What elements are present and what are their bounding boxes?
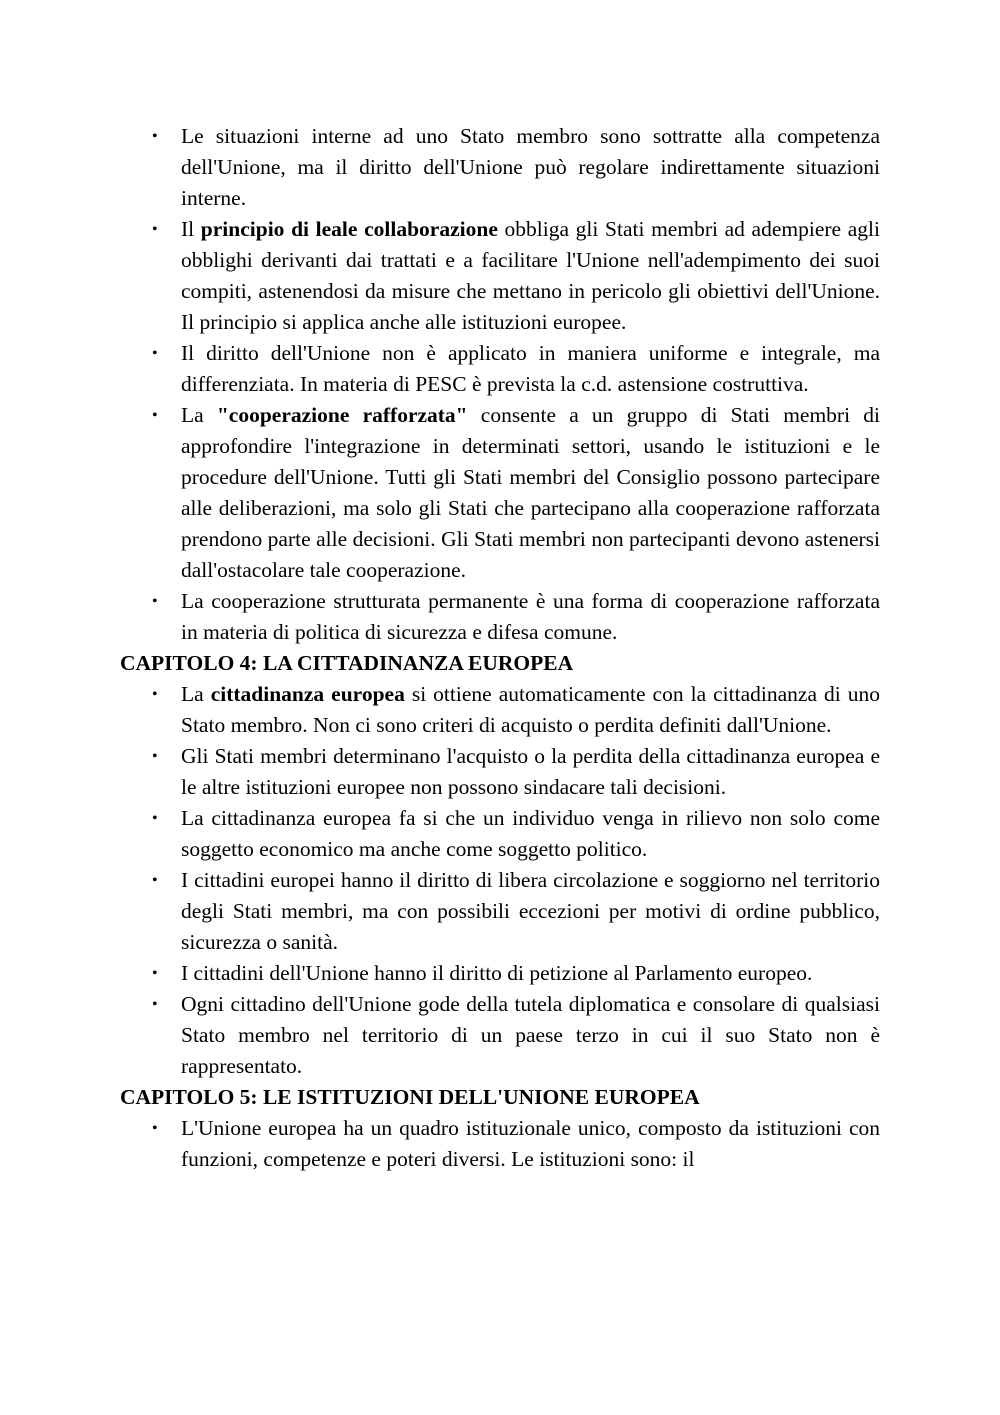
list-item <box>120 121 880 214</box>
list-item <box>120 586 880 648</box>
bold-term: "cooperazione rafforzata" <box>216 403 468 427</box>
list-item <box>120 400 880 586</box>
list-item-text: La cittadinanza europea fa si che un individuo venga in rilievo non solo come soggetto economico ma anche come soggetto politico. <box>181 806 880 861</box>
list-item <box>120 989 880 1082</box>
bullet-icon: • <box>152 593 158 610</box>
list-item-text: Gli Stati membri determinano l'acquisto o la perdita della cittadinanza europea e le altre istituzioni europee non possono sindacare tali decisioni. <box>181 744 880 799</box>
list-item <box>120 338 880 400</box>
list-item <box>120 958 880 989</box>
bullet-icon: • <box>152 686 158 703</box>
bold-term: cittadinanza europea <box>210 682 405 706</box>
list-item <box>120 741 880 803</box>
list-item-text: I cittadini dell'Unione hanno il diritto di petizione al Parlamento europeo. <box>181 961 813 985</box>
list-item-text-post: obbliga gli Stati membri ad adempiere agli obblighi derivanti dai trattati e a facilitare l'Unione nell'adempimento dei suoi compiti, astenendosi da misure che mettano in pericolo gli obiettivi dell'Unione. Il principio si applica anche alle istituzioni europee. <box>181 217 880 334</box>
list-item-text-pre: La <box>181 682 211 706</box>
bullet-icon: • <box>152 128 158 145</box>
bullet-icon: • <box>152 810 158 827</box>
list-item-text-post: consente a un gruppo di Stati membri di approfondire l'integrazione in determinati settori, usando le istituzioni e le procedure dell'Unione. Tutti gli Stati membri del Consiglio possono partecipare alle deliberazioni, ma solo gli Stati che partecipano alla cooperazione rafforzata prendono parte alle decisioni. Gli Stati membri non partecipanti devono astenersi dall'ostacolare tale cooperazione. <box>181 403 880 582</box>
bullet-icon: • <box>152 345 158 362</box>
bold-term: principio di leale collaborazione <box>200 217 498 241</box>
list-item-text: Il diritto dell'Unione non è applicato in maniera uniforme e integrale, ma differenziata. In materia di PESC è prevista la c.d. astensione costruttiva. <box>181 341 880 396</box>
bullet-icon: • <box>152 748 158 765</box>
bullet-icon: • <box>152 221 158 238</box>
list-item <box>120 1113 880 1175</box>
list-item <box>120 803 880 865</box>
bullet-icon: • <box>152 1120 158 1137</box>
page-content <box>120 121 880 1175</box>
bullet-list-principles <box>120 121 880 648</box>
list-item-text-post: si ottiene automaticamente con la cittadinanza di uno Stato membro. Non ci sono criteri di acquisto o perdita definiti dall'Unione. <box>181 682 880 737</box>
bullet-list-chapter-5 <box>120 1113 880 1175</box>
bullet-icon: • <box>152 965 158 982</box>
list-item-text-pre: La <box>181 403 217 427</box>
bullet-icon: • <box>152 872 158 889</box>
list-item-text: Le situazioni interne ad uno Stato membro sono sottratte alla competenza dell'Unione, ma il diritto dell'Unione può regolare indirettamente situazioni interne. <box>181 124 880 210</box>
list-item <box>120 679 880 741</box>
list-item <box>120 214 880 338</box>
chapter-5-heading: CAPITOLO 5: LE ISTITUZIONI DELL'UNIONE EUROPEA <box>120 1085 700 1109</box>
list-item-text: La cooperazione strutturata permanente è una forma di cooperazione rafforzata in materia di politica di sicurezza e difesa comune. <box>181 589 880 644</box>
bullet-icon: • <box>152 407 158 424</box>
chapter-4-heading: CAPITOLO 4: LA CITTADINANZA EUROPEA <box>120 651 574 675</box>
bullet-list-chapter-4 <box>120 679 880 1082</box>
list-item-text-pre: Il <box>181 217 201 241</box>
list-item-text: L'Unione europea ha un quadro istituzionale unico, composto da istituzioni con funzioni, competenze e poteri diversi. Le istituzioni sono: il <box>181 1116 880 1171</box>
list-item-text: I cittadini europei hanno il diritto di libera circolazione e soggiorno nel territorio degli Stati membri, ma con possibili eccezioni per motivi di ordine pubblico, sicurezza o sanità. <box>181 868 880 954</box>
list-item <box>120 865 880 958</box>
bullet-icon: • <box>152 996 158 1013</box>
list-item-text: Ogni cittadino dell'Unione gode della tutela diplomatica e consolare di qualsiasi Stato membro nel territorio di un paese terzo in cui il suo Stato non è rappresentato. <box>181 992 880 1078</box>
